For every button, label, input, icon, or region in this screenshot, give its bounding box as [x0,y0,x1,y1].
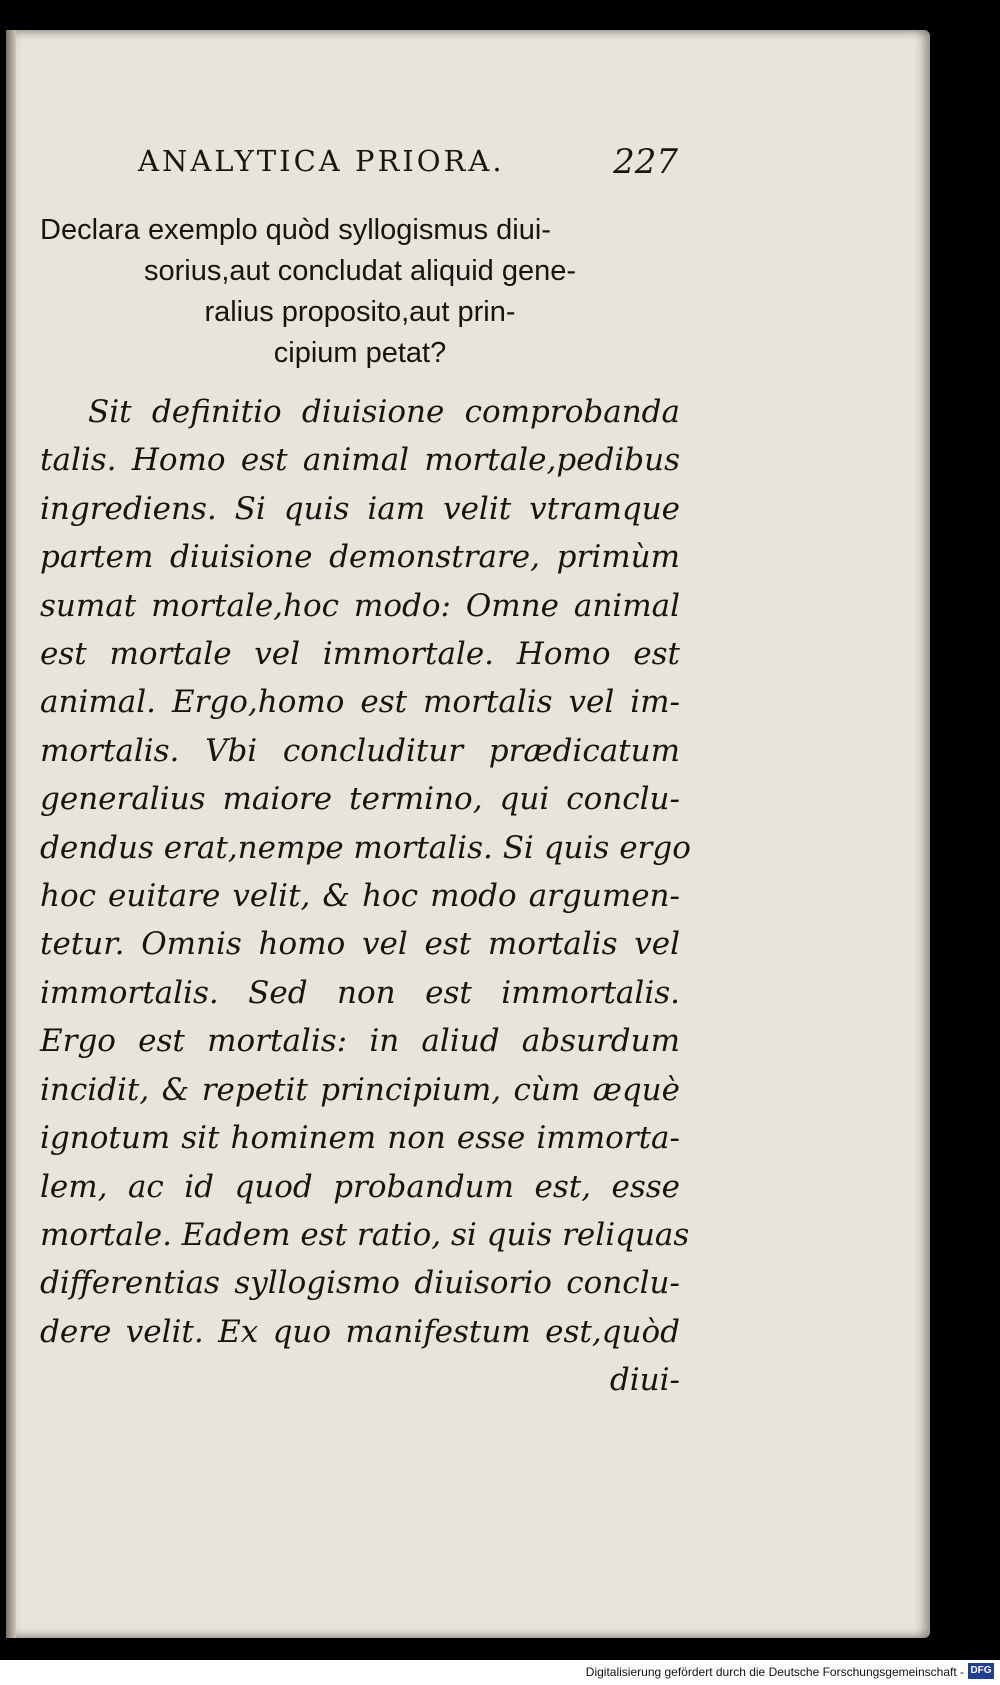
heading-line: sorius,aut concludat aliquid gene- [143,255,577,287]
body-text [40,388,691,1405]
heading-line: ralius proposito,aut prin- [204,296,516,328]
page-gutter [6,30,16,1638]
text-line: partem diuisione demonstrare, primùm [40,539,680,576]
text-line: immortalis. Sed non est immortalis. [40,974,680,1011]
heading-line: cipium petat? [273,337,447,369]
text-line: lem, ac id quod probandum est, esse [40,1168,680,1205]
page-header [138,140,678,180]
text-line: est mortale vel immortale. Homo est [40,636,680,673]
text-line: tetur. Omnis homo vel est mortalis vel [40,926,680,963]
text-line: differentias syllogismo diuisorio conclu- [40,1265,680,1302]
text-line: dendus erat,nempe mortalis. Si quis ergo [40,829,691,866]
catchword: diui- [609,1362,680,1399]
text-line: Sit definitio diuisione comprobanda [88,394,680,430]
section-heading [40,210,680,374]
dfg-logo-icon: DFG [968,1663,994,1679]
text-line: sumat mortale,hoc modo: Omne animal [40,587,680,624]
text-line: dere velit. Ex quo manifestum est,quòd [40,1313,680,1350]
text-line: mortale. Eadem est ratio, si quis reliquas [40,1216,690,1253]
text-line: animal. Ergo,homo est mortalis vel im- [40,684,680,721]
text-line: talis. Homo est animal mortale,pedibus [40,442,680,479]
text-line: mortalis. Vbi concluditur prædicatum [40,732,680,769]
text-line: ingrediens. Si quis iam velit vtramque [40,490,680,527]
running-title: ANALYTICA PRIORA. [138,144,505,178]
page-number: 227 [613,142,678,182]
footer-bar [0,1660,1000,1685]
text-line: incidit, & repetit principium, cùm æquè [40,1071,680,1108]
text-line: Ergo est mortalis: in aliud absurdum [40,1023,680,1060]
heading-line: Declara exemplo quòd syllogismus diui- [40,214,551,246]
funding-notice: Digitalisierung gefördert durch die Deutsche Forschungsgemeinschaft - [585,1665,964,1679]
text-line: hoc euitare velit, & hoc modo argumen- [40,878,680,915]
text-line: ignotum sit hominem non esse immorta- [40,1120,680,1157]
text-line: generalius maiore termino, qui conclu- [40,781,680,818]
